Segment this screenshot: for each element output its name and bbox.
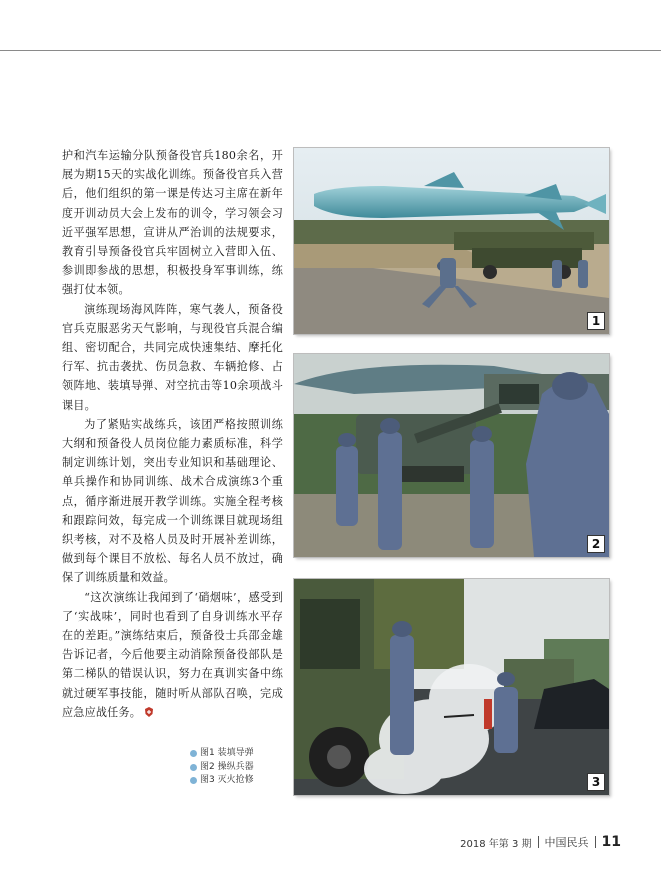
caption-2-text: 图2 操纵兵器 xyxy=(200,761,254,772)
caption-bullet-icon xyxy=(190,750,197,757)
caption-3-text: 图3 灭火抢修 xyxy=(200,775,254,785)
article-body xyxy=(62,146,283,722)
photo-1-number: 1 xyxy=(587,312,605,330)
photo-1-image xyxy=(294,148,609,334)
end-mark-icon xyxy=(144,707,154,717)
footer-magazine: 中国民兵 xyxy=(544,836,589,849)
caption-bullet-icon xyxy=(190,777,197,784)
article-paragraph-4-text: “这次演练让我闻到了‘硝烟味’，感受到了‘实战味’，同时也看到了自身训练水平存在的差距。”演练结束后，预备役士兵邵金雄告诉记者，今后他要主动消除预备役部队是第二梯队的错误认识，努力在真训实备中练就过硬军事技能，随时听从部队召唤，完成应急应战任务。 xyxy=(62,590,283,719)
page-footer xyxy=(460,834,621,850)
photo-3-image xyxy=(294,579,609,795)
photo-2-image xyxy=(294,354,609,557)
footer-divider xyxy=(538,836,539,848)
article-paragraph-3: 为了紧贴实战练兵，该团严格按照训练大纲和预备役人员岗位能力素质标准，科学制定训练计划，突出专业知识和基础理论、单兵操作和协同训练、战术合成演练3个重点，循序渐进展开教学训练。实施全程考核和跟踪问效，每完成一个训练课目就现场组织考核，对不及格人员及时开展补差训练，做到每个课目不放松、每名人员不放过，确保了训练质量和效益。 xyxy=(62,417,283,585)
page-number: 11 xyxy=(601,834,621,850)
caption-bullet-icon xyxy=(190,764,197,771)
photo-2-number: 2 xyxy=(587,535,605,553)
footer-issue: 2018 年第 3 期 xyxy=(460,838,532,850)
caption-2 xyxy=(190,761,280,775)
caption-1-text: 图1 装填导弹 xyxy=(200,748,254,758)
article-paragraph-2: 演练现场海风阵阵，寒气袭人，预备役官兵克服恶劣天气影响，与现役官兵混合编组、密切配合，共同完成快速集结、摩托化行军、抗击袭扰、伤员急救、车辆抢修、占领阵地、装填导弹、对空抗击等10余项战斗课目。 xyxy=(62,302,283,412)
photo-3-number: 3 xyxy=(587,773,605,791)
top-rule xyxy=(0,50,661,51)
photo-missile-loading xyxy=(294,148,609,334)
article-paragraph-1: 护和汽车运输分队预备役官兵180余名，开展为期15天的实战化训练。预备役官兵入营后，他们组织的第一课是传达习主席在新年度开训动员大会上发布的训令，学习领会习近平强军思想，宣讲从严治训的法规要求，教育引导预备役官兵牢固树立入营即入伍、参训即参战的思想，积极投身军事训练，练强打仗本领。 xyxy=(62,149,283,297)
footer-divider xyxy=(595,836,596,848)
photo-operating-weapons xyxy=(294,354,609,557)
article-paragraph-4 xyxy=(62,588,283,722)
caption-1 xyxy=(190,747,280,761)
photo-fire-repair xyxy=(294,579,609,795)
photo-captions xyxy=(190,747,280,788)
caption-3 xyxy=(190,774,280,788)
